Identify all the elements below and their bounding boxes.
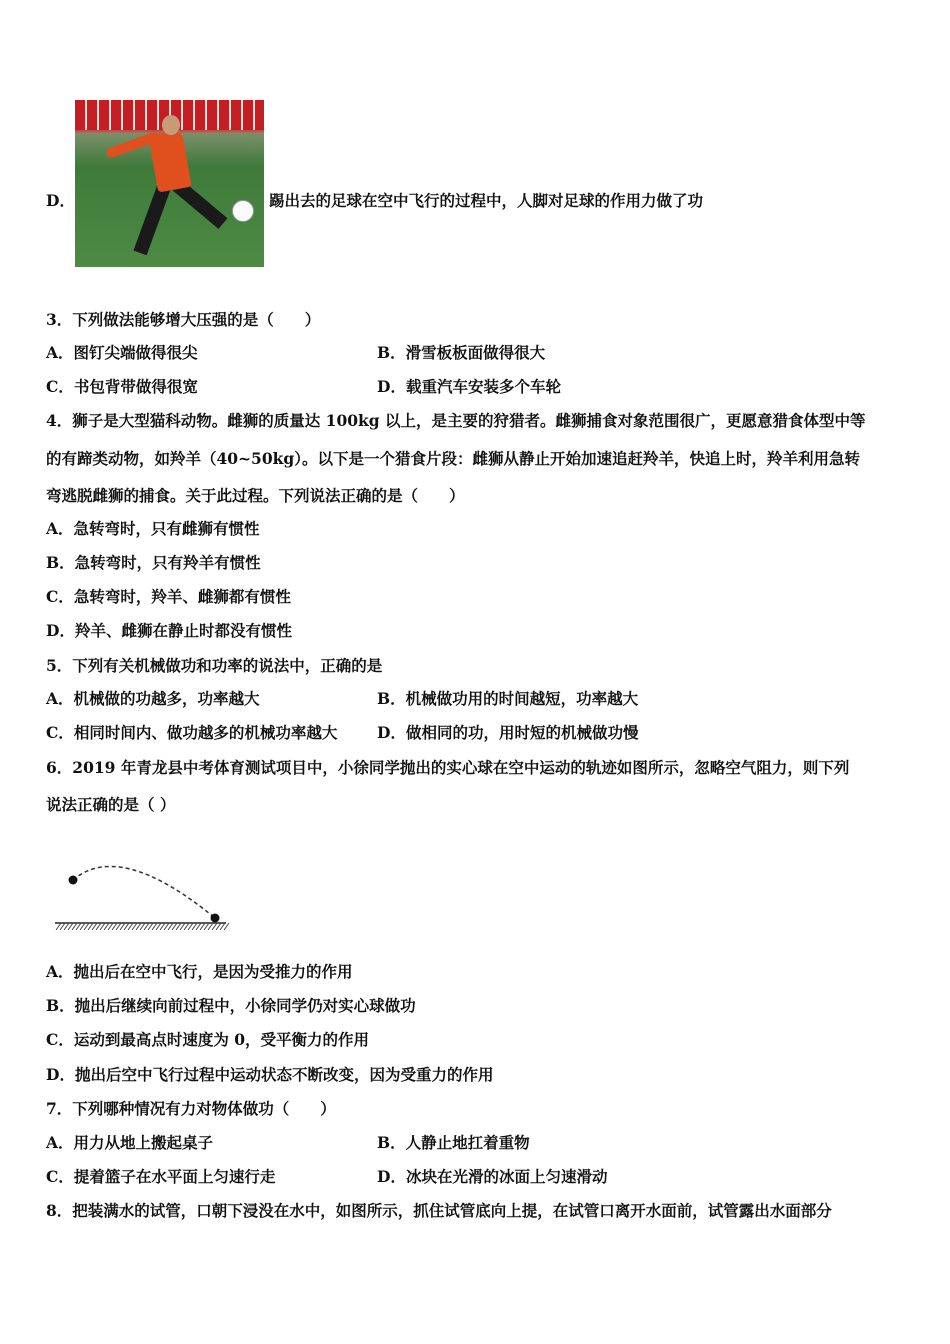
player-body [148,129,192,192]
question-line: A．急转弯时，只有雌狮有惯性 [46,519,260,538]
soccer-kick-photo [75,100,264,267]
question-line: 弯逃脱雌狮的捕食。关于此过程。下列说法正确的是（ ） [46,486,465,505]
question-line: C．书包背带做得很宽 [46,377,198,396]
option-right-column: B．机械做功用的时间越短，功率越大 [377,689,639,708]
option-right-column: B．人静止地扛着重物 [377,1133,530,1152]
start-ball [69,876,78,885]
soccer-ball [232,200,254,222]
question-line: A．抛出后在空中飞行，是因为受推力的作用 [46,962,353,981]
question-line: D．抛出后空中飞行过程中运动状态不断改变，因为受重力的作用 [46,1065,494,1084]
question-line: B．急转弯时，只有羚羊有惯性 [46,553,261,572]
option-d-label: D． [46,191,75,210]
end-ball [211,914,220,923]
option-right-column: D．载重汽车安装多个车轮 [377,377,561,396]
question-line: 3．下列做法能够增大压强的是（ ） [46,310,321,329]
trajectory-diagram [50,850,230,930]
question-line: C．相同时间内、做功越多的机械功率越大 [46,723,338,742]
question-line: A．机械做的功越多，功率越大 [46,689,260,708]
ground-hatch [56,923,229,930]
question-line: 4．狮子是大型猫科动物。雌狮的质量达 100kg 以上，是主要的狩猎者。雌狮捕食对象范围很广，更愿意猎食体型中等 [46,411,866,430]
option-right-column: D．做相同的功，用时短的机械做功慢 [377,723,639,742]
question-line: 的有蹄类动物，如羚羊（40~50kg）。以下是一个猎食片段：雌狮从静止开始加速追赶羚羊，快追上时，羚羊利用急转 [46,449,860,468]
question-line: D．羚羊、雌狮在静止时都没有惯性 [46,621,292,640]
trajectory-path [73,866,215,918]
question-line: 7．下列哪种情况有力对物体做功（ ） [46,1099,336,1118]
question-line: C．急转弯时，羚羊、雌狮都有惯性 [46,587,291,606]
question-line: C．提着篮子在水平面上匀速行走 [46,1167,276,1186]
question-line: 8．把装满水的试管，口朝下浸没在水中，如图所示，抓住试管底向上提，在试管口离开水面前，试管露出水面部分 [46,1201,832,1220]
question-line: 6．2019 年青龙县中考体育测试项目中，小徐同学抛出的实心球在空中运动的轨迹如图所示，忽略空气阻力，则下列 [46,758,850,777]
option-d-text: 踢出去的足球在空中飞行的过程中，人脚对足球的作用力做了功 [269,191,704,210]
player-leg [133,185,170,256]
option-right-column: B．滑雪板板面做得很大 [377,343,546,362]
option-right-column: D．冰块在光滑的冰面上匀速滑动 [377,1167,608,1186]
question-line: C．运动到最高点时速度为 0，受平衡力的作用 [46,1030,370,1049]
player-head [162,115,180,135]
question-line: A．图钉尖端做得很尖 [46,343,198,362]
question-line: A．用力从地上搬起桌子 [46,1133,214,1152]
question-line: 说法正确的是（ ） [46,795,176,814]
question-line: B．抛出后继续向前过程中，小徐同学仍对实心球做功 [46,996,416,1015]
question-line: 5．下列有关机械做功和功率的说法中，正确的是 [46,656,383,675]
